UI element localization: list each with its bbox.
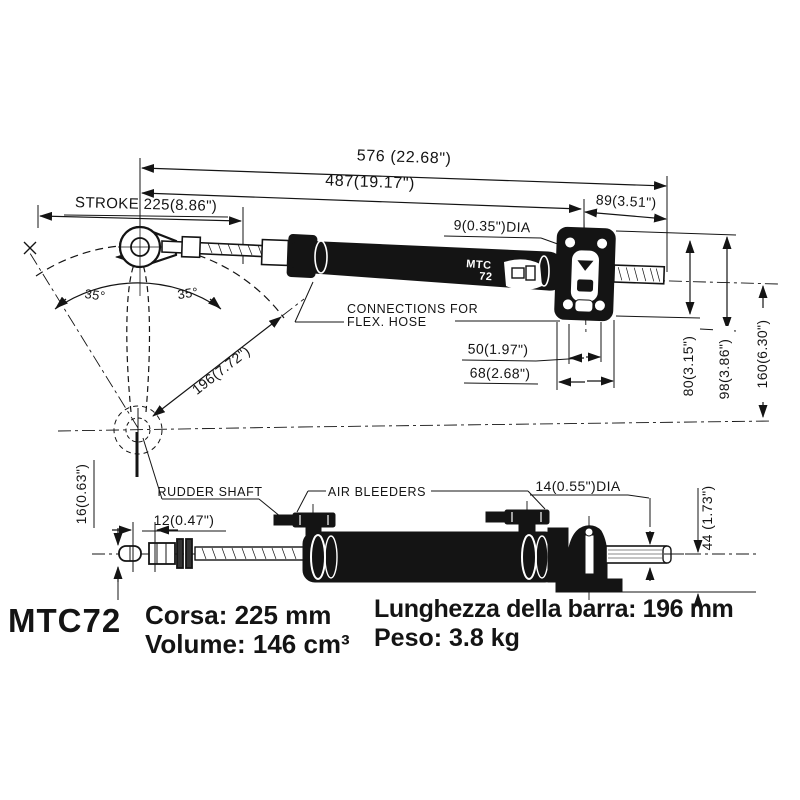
dia-9-label: 9(0.35")DIA — [453, 216, 531, 236]
dim-44-label: 44 (1.73") — [699, 485, 715, 551]
model-code: MTC72 — [8, 602, 122, 639]
air-bleeder-right — [486, 510, 549, 534]
connections-label-2: FLEX. HOSE — [347, 315, 427, 329]
rudder-shaft-label: RUDDER SHAFT — [157, 485, 263, 499]
dim-487-label: 487(19.17") — [325, 172, 416, 193]
dim-80-label: 80(3.15") — [680, 335, 696, 397]
piston-rod-top — [162, 237, 294, 266]
stroke-label: STROKE 225(8.86") — [74, 194, 218, 215]
mounting-bracket — [548, 526, 756, 592]
cylinder-stamp-line2: 72 — [478, 270, 493, 284]
cylinder-body-side — [303, 532, 557, 582]
air-bleeders-label: AIR BLEEDERS — [327, 485, 427, 499]
dim-50-label: 50(1.97") — [467, 340, 529, 358]
dim-12-label: 12(0.47") — [153, 512, 215, 528]
dim-98-label: 98(3.86") — [716, 338, 732, 400]
spec-volume: Volume: 146 cm³ — [145, 629, 350, 659]
spec-lunghezza: Lunghezza della barra: 196 mm — [374, 595, 734, 623]
spec-corsa: Corsa: 225 mm — [145, 600, 332, 630]
dim-89-label: 89(3.51") — [595, 191, 657, 211]
dim-196-label: 196(7.72") — [188, 342, 253, 398]
connections-label-1: CONNECTIONS FOR — [347, 302, 479, 316]
dim-160-label: 160(6.30") — [754, 319, 770, 389]
cylinder-body-top — [287, 234, 560, 290]
dim-16-label: 16(0.63") — [73, 463, 89, 525]
cylinder-stamp-line1: MTC — [465, 258, 492, 272]
angle-left-label: 35° — [83, 286, 107, 304]
dim-68-label: 68(2.68") — [469, 364, 531, 382]
piston-rod-side — [119, 539, 305, 568]
dim-576-label: 576 (22.68") — [356, 147, 452, 168]
spec-peso: Peso: 3.8 kg — [374, 624, 520, 652]
mounting-flange — [554, 227, 665, 323]
dia-14-label: 14(0.55")DIA — [535, 478, 621, 494]
angle-right-label: 35° — [176, 284, 200, 303]
